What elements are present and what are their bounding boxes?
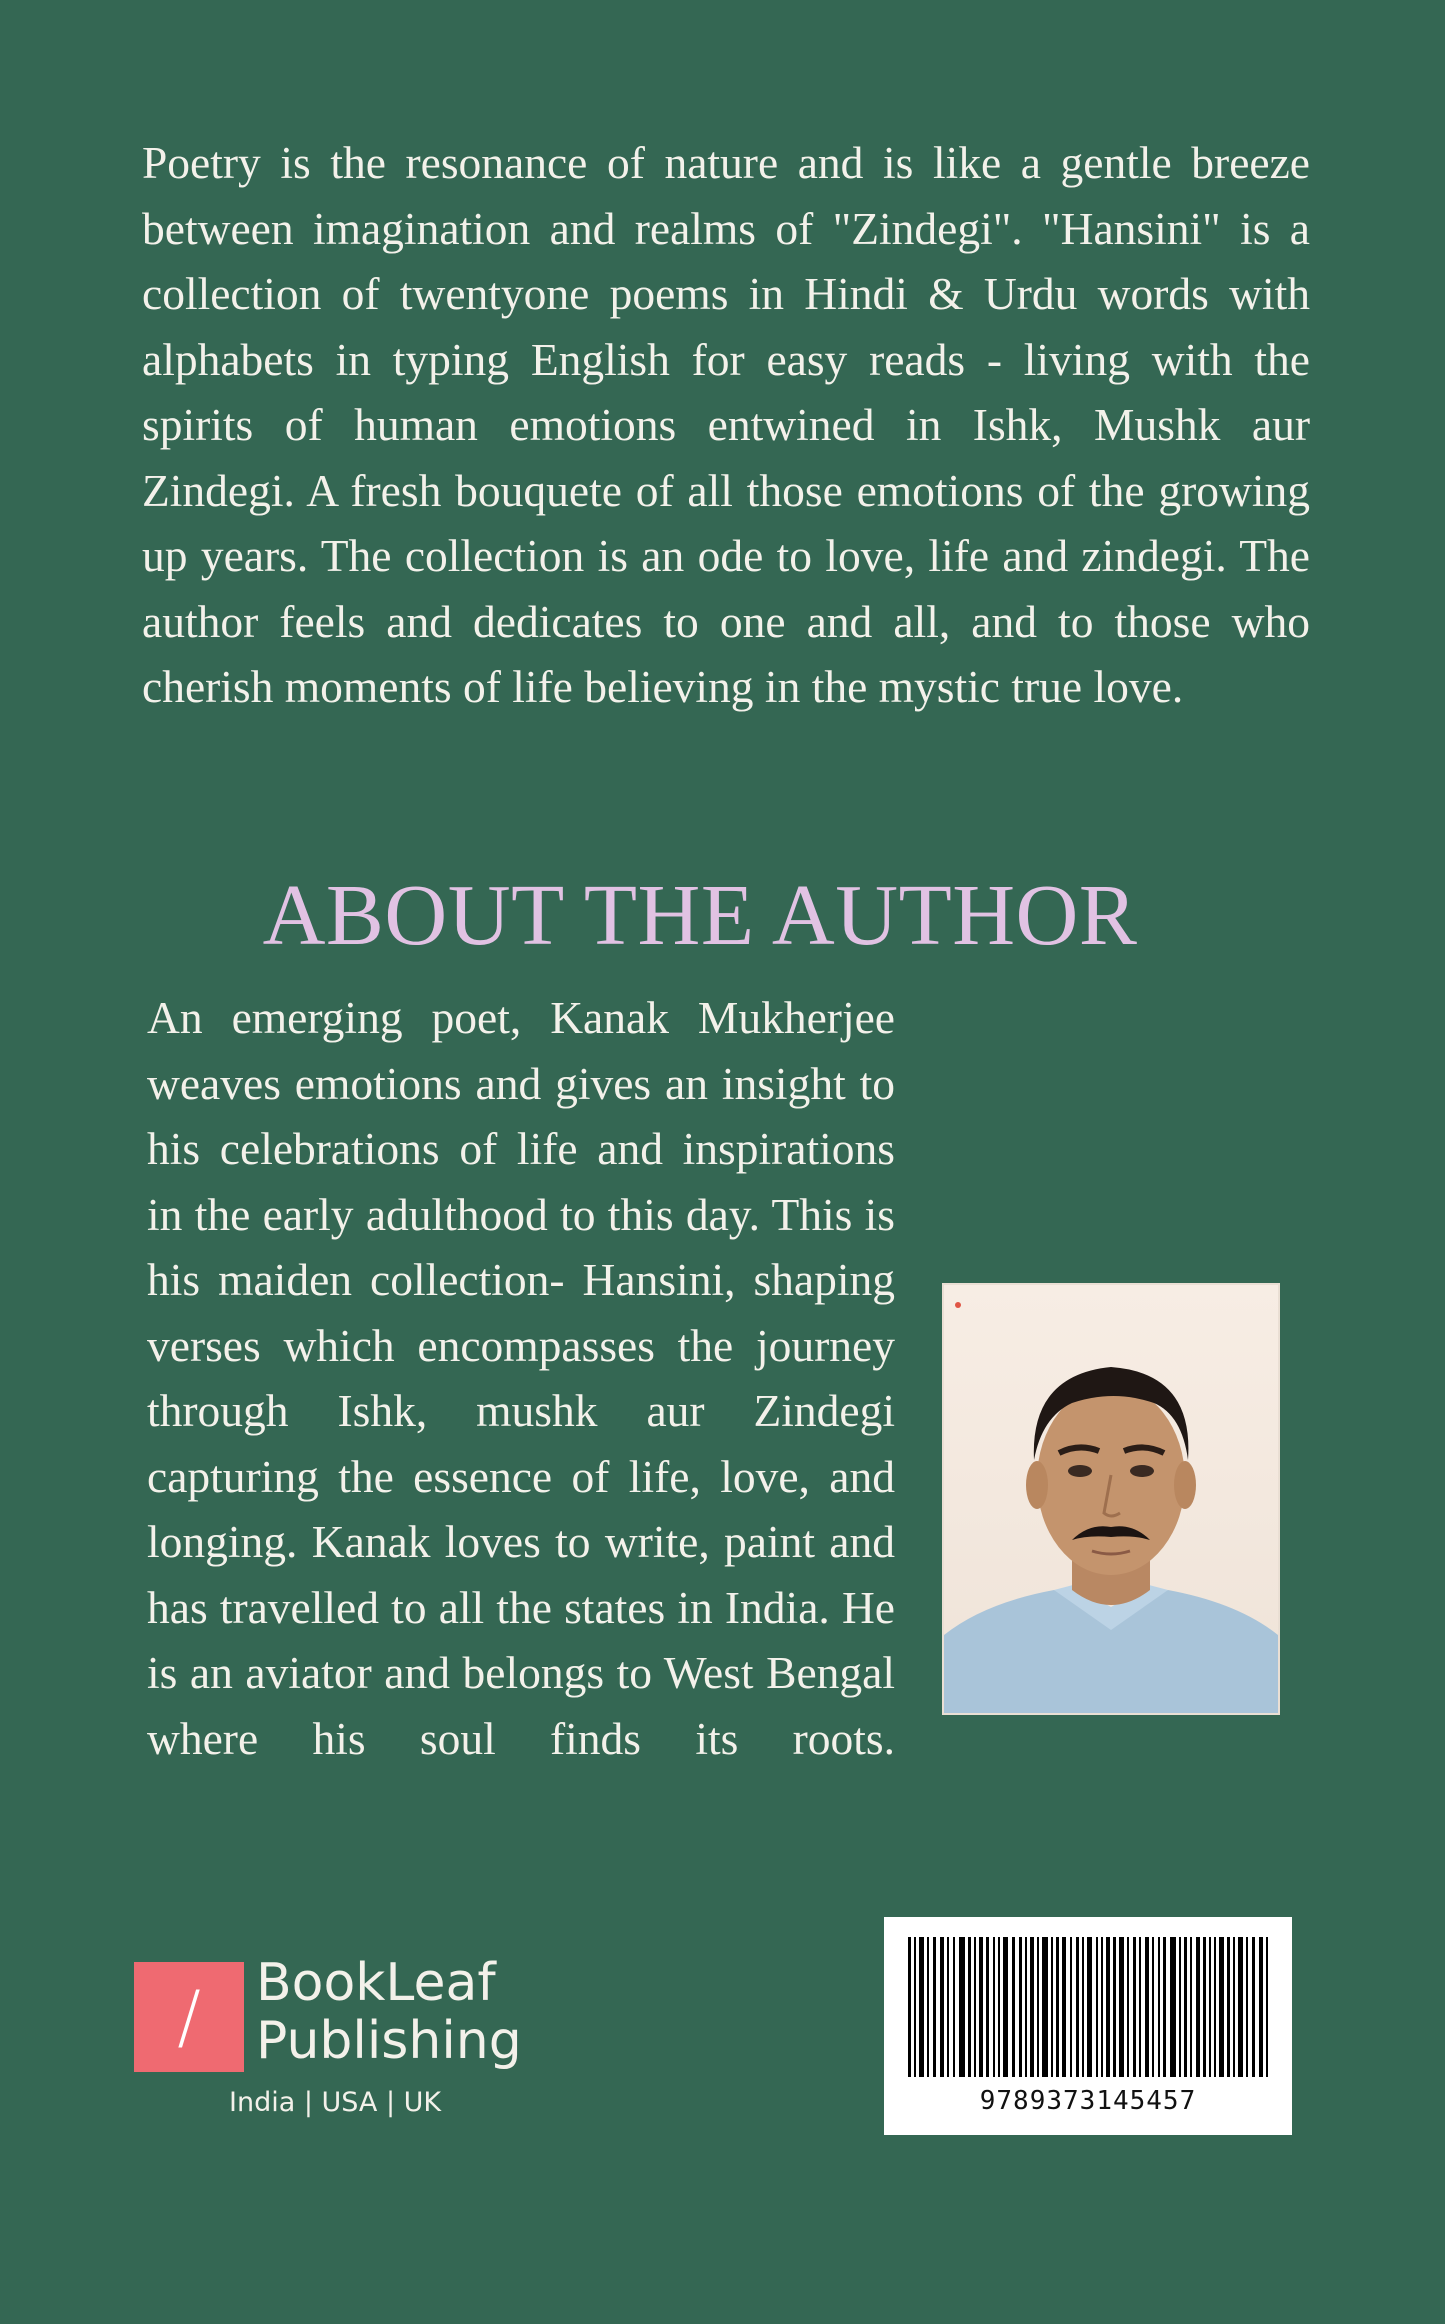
barcode-bar xyxy=(1170,1937,1176,2077)
barcode-bar xyxy=(1106,1937,1110,2077)
barcode-bar xyxy=(1219,1937,1224,2077)
barcode-bar xyxy=(1030,1937,1034,2077)
barcode-bar xyxy=(1042,1937,1048,2077)
barcode-bar xyxy=(1003,1937,1008,2077)
barcode-bar xyxy=(1259,1937,1263,2077)
barcode-bar xyxy=(1246,1937,1248,2077)
barcode-bar xyxy=(1127,1937,1129,2077)
barcode-bar xyxy=(1070,1937,1072,2077)
barcode-bar xyxy=(1252,1937,1255,2077)
author-bio-paragraph: An emerging poet, Kanak Mukherjee weaves emotions and gives an insight to his celebrations of life and inspirations in the early adulthood to this day. This is his maiden collection- Hansini, shaping verses which encompasses the journey through Ishk, mushk aur Zindegi capturing the essence of life, love, and longing. Kanak loves to write, paint and has travelled to all the states in India. He is an aviator and belongs to West Bengal where his soul finds its roots. xyxy=(147,992,895,1764)
barcode-bar xyxy=(1087,1937,1092,2077)
barcode-bar xyxy=(1266,1937,1268,2077)
barcode-bar xyxy=(1025,1937,1027,2077)
publisher-name xyxy=(256,1954,522,2070)
barcode-bar xyxy=(1056,1937,1059,2077)
publisher-mark-glyph: / xyxy=(177,1976,201,2058)
blurb-paragraph: Poetry is the resonance of nature and is like a gentle breeze between imagination and realms of "Zindegi". "Hansini" is a collection of twentyone poems in Hindi & Urdu words with alphabets in typing English for easy reads - living with the spirits of human emotions entwined in Ishk, Mushk aur Zindegi. A fresh bouquete of all those emotions of the growing up years. The collection is an ode to love, life and zindegi. The author feels and dedicates to one and all, and to those who cherish moments of life believing in the mystic true love. xyxy=(142,137,1310,712)
barcode-bar xyxy=(986,1937,989,2077)
barcode-bar xyxy=(914,1937,916,2077)
barcode-bar xyxy=(1196,1937,1200,2077)
barcode-bar xyxy=(1203,1937,1206,2077)
barcode-bar xyxy=(1145,1937,1149,2077)
barcode-bar xyxy=(1133,1937,1136,2077)
barcode-bar xyxy=(1238,1937,1243,2077)
barcode-bar xyxy=(1233,1937,1235,2077)
isbn-barcode xyxy=(884,1917,1292,2135)
barcode-bar xyxy=(933,1937,936,2077)
barcode-bar xyxy=(919,1937,924,2077)
barcode-bar xyxy=(979,1937,983,2077)
barcode-bar xyxy=(1096,1937,1098,2077)
isbn-number: 9789373145457 xyxy=(979,2086,1197,2116)
barcode-bar xyxy=(1051,1937,1053,2077)
barcode-bar xyxy=(1082,1937,1084,2077)
barcode-bars xyxy=(908,1937,1268,2077)
barcode-bar xyxy=(974,1937,976,2077)
author-photo xyxy=(944,1285,1278,1713)
barcode-bar xyxy=(1227,1937,1230,2077)
slash-logo-icon xyxy=(134,1962,244,2072)
barcode-bar xyxy=(908,1937,911,2077)
barcode-bar xyxy=(1019,1937,1022,2077)
barcode-bar xyxy=(927,1937,929,2077)
barcode-bar xyxy=(1190,1937,1192,2077)
barcode-bar xyxy=(1163,1937,1166,2077)
barcode-bar xyxy=(968,1937,971,2077)
barcode-bar xyxy=(998,1937,1000,2077)
barcode-bar xyxy=(940,1937,944,2077)
barcode-bar xyxy=(947,1937,949,2077)
barcode-bar xyxy=(1076,1937,1079,2077)
barcode-bar xyxy=(1179,1937,1181,2077)
publisher-regions: India | USA | UK xyxy=(229,2087,442,2118)
barcode-bar xyxy=(1037,1937,1039,2077)
barcode-bar xyxy=(1101,1937,1103,2077)
barcode-bar xyxy=(953,1937,955,2077)
publisher-name-line1: BookLeaf xyxy=(256,1953,496,2013)
barcode-bar xyxy=(959,1937,965,2077)
barcode-bar xyxy=(1214,1937,1216,2077)
barcode-bar xyxy=(1119,1937,1124,2077)
barcode-bar xyxy=(1158,1937,1160,2077)
barcode-bar xyxy=(1139,1937,1141,2077)
barcode-bar xyxy=(1209,1937,1211,2077)
about-the-author-heading: ABOUT THE AUTHOR xyxy=(262,866,1138,963)
publisher-name-line2: Publishing xyxy=(256,2011,522,2071)
barcode-bar xyxy=(1113,1937,1116,2077)
barcode-bar xyxy=(1184,1937,1187,2077)
publisher-logo xyxy=(134,1953,554,2132)
barcode-bar xyxy=(993,1937,995,2077)
barcode-bar xyxy=(1012,1937,1015,2077)
barcode-bar xyxy=(1152,1937,1154,2077)
barcode-bar xyxy=(1062,1937,1066,2077)
